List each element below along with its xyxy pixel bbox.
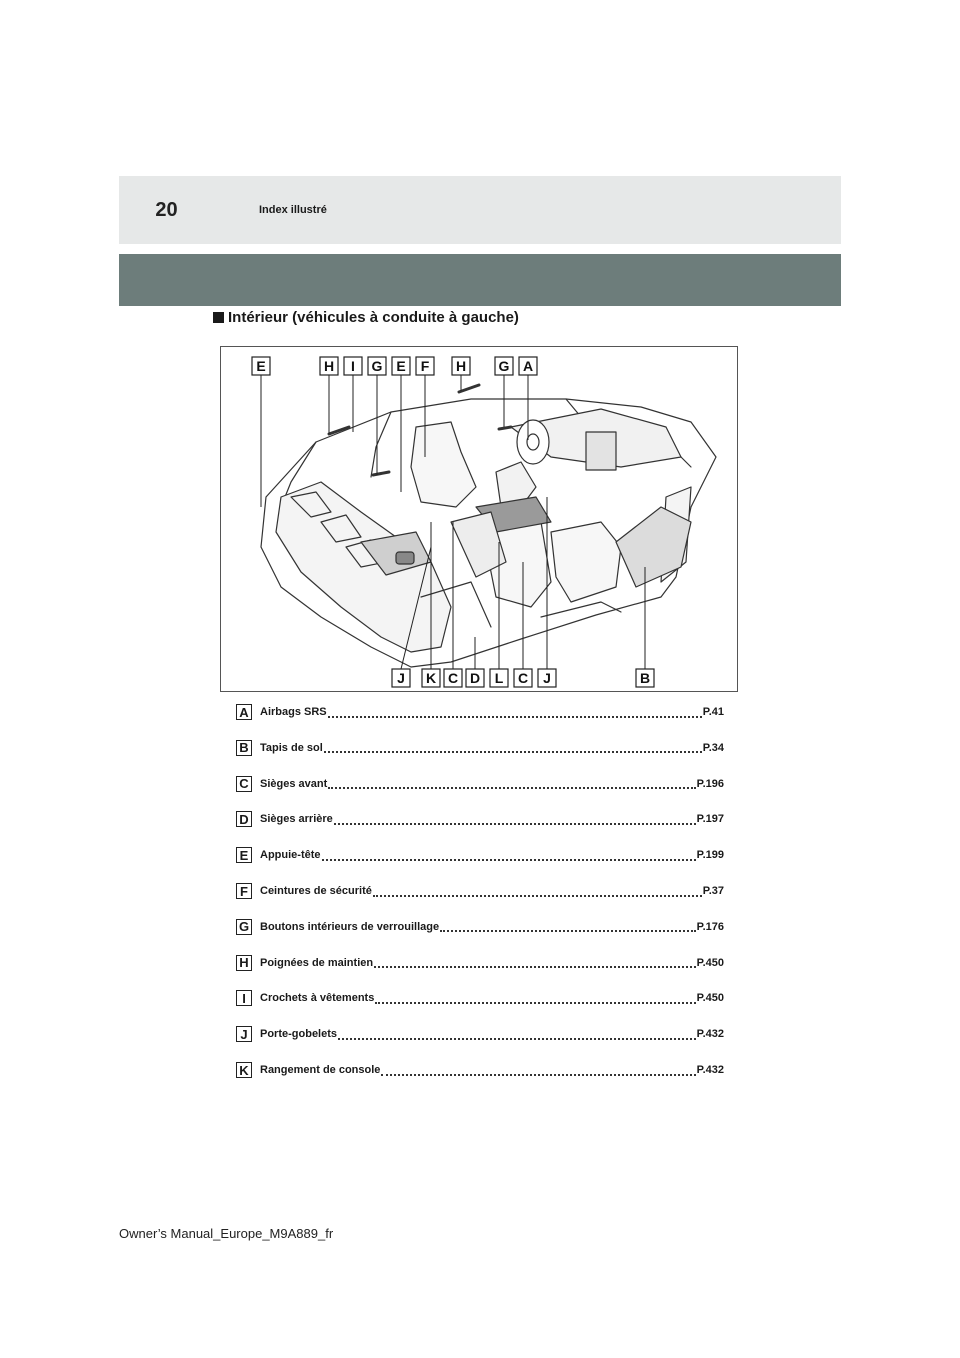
page-reference-link[interactable]: P.199 — [696, 849, 724, 862]
index-row-i — [236, 989, 724, 1007]
index-label: Crochets à vêtements — [260, 992, 375, 1005]
index-row-c — [236, 775, 724, 793]
page-reference-link[interactable]: P.432 — [696, 1028, 724, 1041]
svg-text:L: L — [494, 670, 504, 686]
dot-leader — [328, 707, 702, 718]
square-bullet-icon — [213, 312, 224, 323]
page-reference-link[interactable]: P.37 — [702, 885, 724, 897]
dot-leader — [328, 778, 695, 789]
index-label: Boutons intérieurs de verrouillage — [260, 920, 440, 933]
page-number: 20 — [155, 198, 178, 221]
car-interior-drawing — [221, 347, 737, 691]
svg-text:H: H — [455, 358, 467, 374]
svg-text:F: F — [420, 358, 430, 374]
callout-label-g — [495, 357, 513, 375]
index-row-f — [236, 882, 724, 900]
svg-text:I: I — [351, 358, 355, 374]
page-reference-link[interactable]: P.196 — [696, 777, 724, 790]
index-letter: G — [236, 919, 252, 935]
callout-label-g — [368, 357, 386, 375]
index-row-k — [236, 1061, 724, 1079]
svg-text:H: H — [323, 358, 335, 374]
dot-leader — [374, 957, 696, 968]
index-label: Porte-gobelets — [260, 1028, 338, 1041]
svg-text:B: B — [639, 670, 651, 686]
callout-label-e — [392, 357, 410, 375]
dot-leader — [381, 1065, 695, 1076]
callout-label-a — [519, 357, 537, 375]
sub-heading-text: Intérieur (véhicules à conduite à gauche) — [228, 309, 519, 326]
svg-text:E: E — [396, 358, 406, 374]
interior-illustration — [220, 346, 738, 692]
callout-label-h — [452, 357, 470, 375]
dot-leader — [338, 1029, 696, 1040]
index-row-h — [236, 954, 724, 972]
svg-text:G: G — [371, 358, 383, 374]
index-row-e — [236, 846, 724, 864]
index-row-d — [236, 810, 724, 828]
callout-label-i — [344, 357, 362, 375]
index-letter: K — [236, 1062, 252, 1078]
index-label: Sièges avant — [260, 777, 328, 790]
callout-label-c — [444, 669, 462, 687]
section-title: Index illustré — [259, 204, 327, 216]
svg-text:J: J — [397, 670, 405, 686]
index-label: Airbags SRS — [260, 706, 327, 718]
index-letter: B — [236, 740, 252, 756]
index-letter: F — [236, 883, 252, 899]
index-letter: H — [236, 955, 252, 971]
page-reference-link[interactable]: P.176 — [696, 920, 724, 933]
callout-label-j — [538, 669, 556, 687]
callout-label-j — [392, 669, 410, 687]
callout-label-k — [422, 669, 440, 687]
callout-label-d — [466, 669, 484, 687]
svg-text:K: K — [425, 670, 437, 686]
index-label: Rangement de console — [260, 1064, 381, 1076]
page-reference-link[interactable]: P.450 — [696, 992, 724, 1005]
header-bar — [119, 176, 841, 244]
index-letter: J — [236, 1026, 252, 1042]
footer-text: Owner’s Manual_Europe_M9A889_fr — [119, 1226, 334, 1241]
svg-text:G: G — [498, 358, 510, 374]
index-row-a — [236, 703, 724, 721]
index-label: Sièges arrière — [260, 813, 333, 826]
index-letter: A — [236, 704, 252, 720]
callout-label-l — [490, 669, 508, 687]
svg-text:D: D — [469, 670, 481, 686]
svg-text:E: E — [256, 358, 266, 374]
svg-text:C: C — [447, 670, 459, 686]
dot-leader — [322, 850, 696, 861]
dot-leader — [324, 742, 702, 753]
page-reference-link[interactable]: P.432 — [696, 1064, 724, 1076]
dot-leader — [334, 814, 696, 825]
section-band — [119, 254, 841, 306]
callout-label-f — [416, 357, 434, 375]
index-label: Ceintures de sécurité — [260, 885, 372, 897]
svg-text:C: C — [517, 670, 529, 686]
callout-label-e — [252, 357, 270, 375]
dot-leader — [373, 886, 702, 897]
index-letter: C — [236, 776, 252, 792]
index-row-j — [236, 1025, 724, 1043]
dot-leader — [440, 921, 696, 932]
svg-text:J: J — [543, 670, 551, 686]
page-reference-link[interactable]: P.41 — [702, 706, 724, 718]
svg-text:A: A — [522, 358, 534, 374]
callout-label-b — [636, 669, 654, 687]
page-reference-link[interactable]: P.34 — [702, 741, 724, 754]
index-row-b — [236, 739, 724, 757]
index-letter: I — [236, 990, 252, 1006]
callout-label-c — [514, 669, 532, 687]
sub-heading — [213, 309, 519, 326]
index-letter: D — [236, 811, 252, 827]
index-label: Poignées de maintien — [260, 956, 374, 969]
page-reference-link[interactable]: P.197 — [696, 813, 724, 826]
index-row-g — [236, 918, 724, 936]
index-label: Appuie-tête — [260, 849, 321, 862]
page-reference-link[interactable]: P.450 — [696, 956, 724, 969]
callout-label-h — [320, 357, 338, 375]
index-letter: E — [236, 847, 252, 863]
index-label: Tapis de sol — [260, 741, 323, 754]
dot-leader — [375, 993, 695, 1004]
